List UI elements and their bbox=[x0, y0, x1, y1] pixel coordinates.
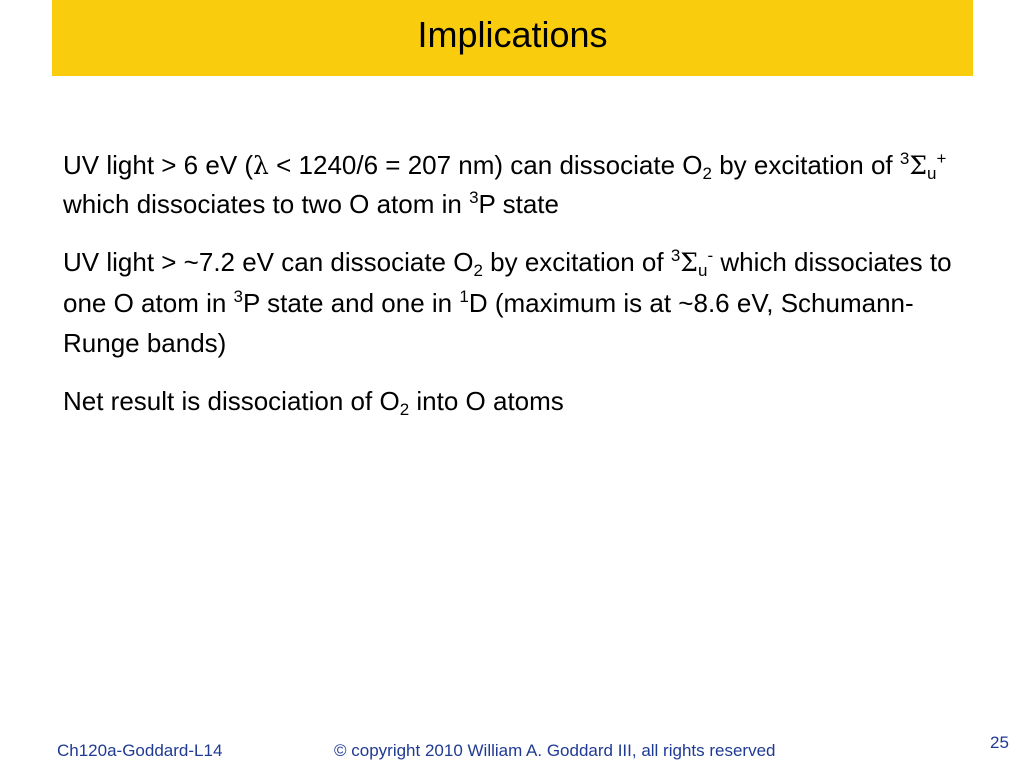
sigma-symbol: Σ bbox=[680, 248, 698, 277]
p2-text-1: UV light > ~7.2 eV can dissociate O bbox=[63, 247, 474, 277]
p1-text-1: UV light > 6 eV ( bbox=[63, 150, 254, 180]
p1-text-4: which dissociates to two O atom in bbox=[63, 189, 470, 219]
page-number: 25 bbox=[990, 733, 1009, 752]
p1-text-5: P state bbox=[478, 189, 559, 219]
p3-text-1: Net result is dissociation of O bbox=[63, 386, 400, 416]
footer-course-label: Ch120a-Goddard-L14 bbox=[57, 741, 223, 760]
p2-text-5: D (maximum is at ~8.6 eV, Schumann-Runge bands) bbox=[63, 288, 914, 358]
term-superscript: 3 bbox=[469, 188, 479, 207]
paragraph-uv-6ev bbox=[63, 146, 983, 224]
p2-text-3: which dissociates to one O atom in bbox=[63, 247, 952, 318]
slide-body bbox=[63, 146, 983, 439]
p1-text-2: < 1240/6 = 207 nm) can dissociate O bbox=[268, 150, 703, 180]
singlet-superscript: 1 bbox=[459, 287, 469, 306]
u-subscript: u bbox=[927, 164, 937, 183]
o2-subscript: 2 bbox=[399, 400, 410, 419]
o2-subscript: 2 bbox=[473, 261, 483, 280]
minus-superscript: - bbox=[707, 246, 714, 265]
multiplicity-superscript: 3 bbox=[899, 149, 910, 168]
p2-text-2: by excitation of bbox=[482, 247, 671, 277]
o2-subscript: 2 bbox=[702, 164, 712, 183]
multiplicity-superscript: 3 bbox=[670, 246, 681, 265]
p1-text-3: by excitation of bbox=[711, 150, 900, 180]
p3-text-2: into O atoms bbox=[409, 386, 564, 416]
p2-text-4: P state and one in bbox=[243, 288, 460, 318]
lambda-symbol: λ bbox=[253, 151, 269, 180]
footer-copyright: © copyright 2010 William A. Goddard III, all rights reserved bbox=[334, 741, 776, 760]
sigma-symbol: Σ bbox=[909, 151, 928, 180]
title-bar bbox=[52, 0, 973, 76]
plus-superscript: + bbox=[936, 149, 947, 168]
term-superscript: 3 bbox=[233, 287, 244, 306]
paragraph-net-result bbox=[63, 381, 983, 421]
slide-title: Implications bbox=[417, 14, 608, 55]
paragraph-uv-7ev bbox=[63, 242, 983, 363]
u-subscript: u bbox=[697, 261, 708, 280]
